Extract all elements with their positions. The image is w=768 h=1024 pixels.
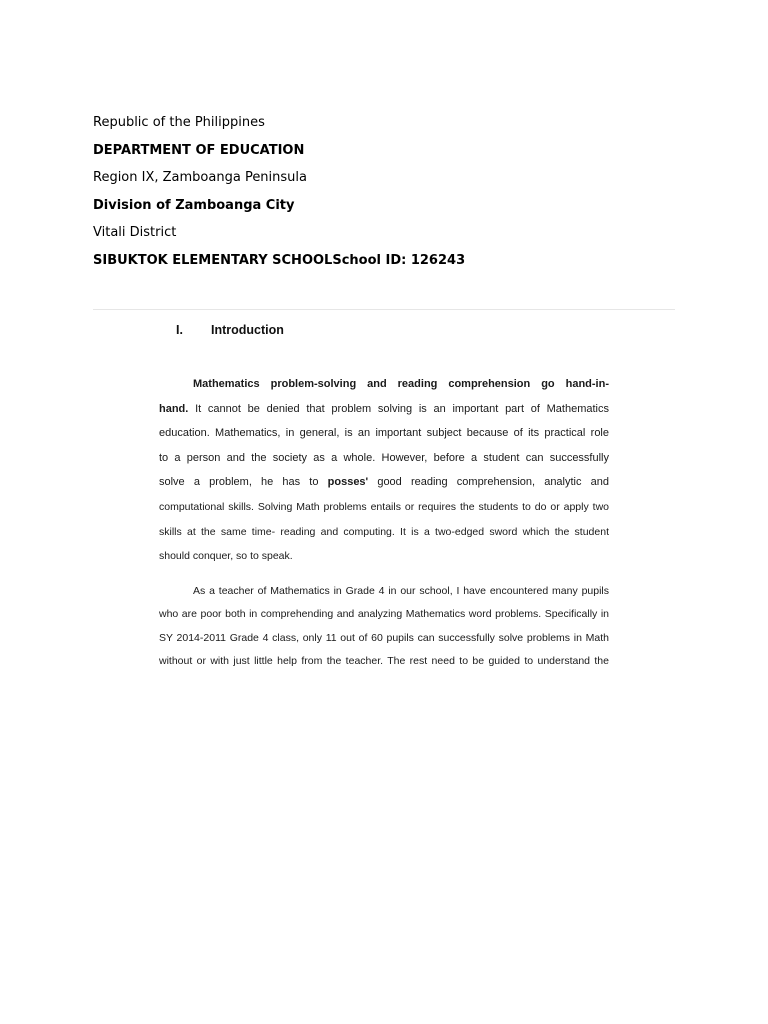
section-divider <box>93 309 675 310</box>
paragraph-line: without or with just little help from the teacher. The rest need to be guided to understand the <box>159 655 609 668</box>
header-school: SIBUKTOK ELEMENTARY SCHOOLSchool ID: 126243 <box>93 252 466 268</box>
text-run: solve a problem, he has to <box>159 476 328 489</box>
text-run: good reading comprehension, analytic and <box>368 476 609 489</box>
paragraph-line: should conquer, so to speak. <box>159 550 293 563</box>
paragraph-line: who are poor both in comprehending and analyzing Mathematics word problems. Specifically in <box>159 608 609 621</box>
paragraph-line: computational skills. Solving Math problems entails or requires the students to do or apply two <box>159 500 609 513</box>
scanned-page-excerpt <box>159 318 609 674</box>
section-title: Introduction <box>211 323 284 337</box>
paragraph-line: As a teacher of Mathematics in Grade 4 in our school, I have encountered many pupils <box>193 584 609 597</box>
paragraph-line: to a person and the society as a whole. However, before a student can successfully <box>159 451 609 464</box>
paragraph-line <box>159 470 609 495</box>
header-region: Region IX, Zamboanga Peninsula <box>93 170 307 185</box>
paragraph-line <box>159 397 609 422</box>
header-district: Vitali District <box>93 225 177 240</box>
paragraph-2 <box>159 580 609 674</box>
text-run: It cannot be denied that problem solving is an important part of Mathematics <box>188 402 609 415</box>
paragraph-line <box>159 372 609 397</box>
paragraph-line: education. Mathematics, in general, is an important subject because of its practical role <box>159 427 609 440</box>
header-division: Division of Zamboanga City <box>93 197 295 213</box>
document-header <box>93 114 693 279</box>
header-republic: Republic of the Philippines <box>93 115 265 130</box>
bold-text: hand. <box>159 402 189 415</box>
header-department: DEPARTMENT OF EDUCATION <box>93 142 305 158</box>
paragraph-line: skills at the same time- reading and computing. It is a two-edged sword which the student <box>159 525 609 538</box>
section-heading <box>159 318 609 342</box>
section-number: I. <box>176 323 183 337</box>
paragraph-line: SY 2014-2011 Grade 4 class, only 11 out of 60 pupils can successfully solve problems in Math <box>159 631 609 644</box>
paragraph-1 <box>159 372 609 569</box>
bold-text: posses' <box>327 476 369 489</box>
bold-text: Mathematics problem-solving and reading comprehension go hand-in- <box>193 378 609 390</box>
